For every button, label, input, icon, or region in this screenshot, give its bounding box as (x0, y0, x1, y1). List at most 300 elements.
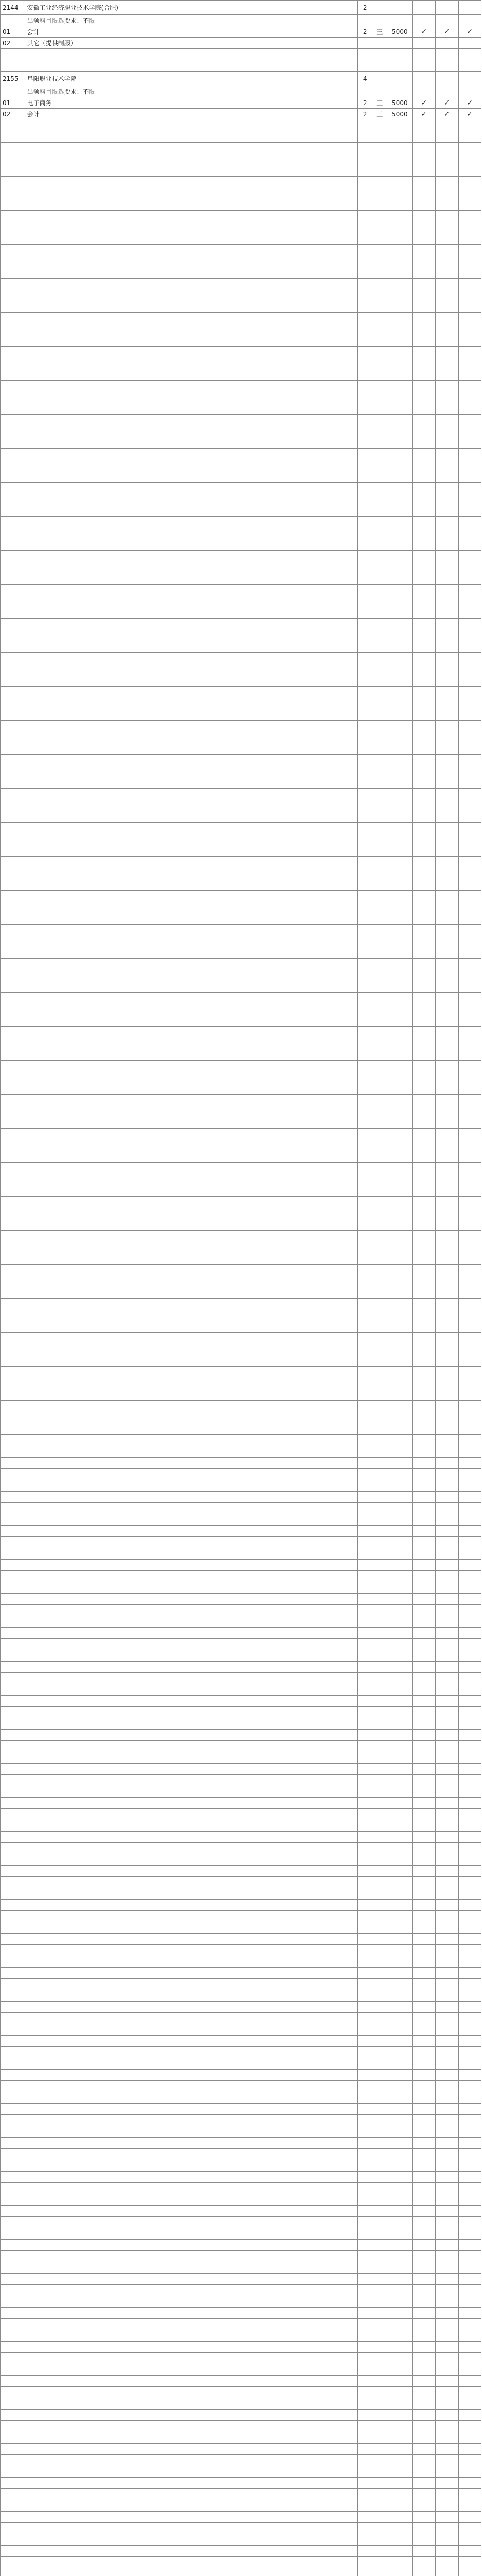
empty-cell (436, 199, 458, 211)
empty-cell (357, 2228, 372, 2240)
table-row (1, 687, 481, 698)
empty-cell (357, 1208, 372, 1219)
empty-cell (372, 1197, 387, 1208)
table-row (1, 1117, 481, 1129)
empty-cell (372, 2534, 387, 2546)
empty-cell (387, 2308, 412, 2319)
empty-cell (436, 1276, 458, 1287)
empty-cell (458, 2138, 481, 2149)
empty-cell (458, 1027, 481, 1038)
empty-cell (372, 2376, 387, 2387)
empty-cell (25, 1412, 357, 1423)
table-row (1, 2478, 481, 2489)
empty-cell (458, 369, 481, 381)
empty-cell (436, 857, 458, 868)
empty-cell (458, 1809, 481, 1820)
empty-cell (25, 607, 357, 619)
empty-cell (1, 2364, 25, 2376)
empty-cell (1, 709, 25, 721)
empty-cell (1, 2058, 25, 2070)
empty-cell (412, 1117, 435, 1129)
empty-cell (25, 2002, 357, 2013)
empty-cell (387, 1537, 412, 1548)
empty-cell (458, 2432, 481, 2444)
empty-cell (387, 290, 412, 301)
empty-cell (412, 1129, 435, 1140)
empty-cell (458, 358, 481, 369)
empty-cell (357, 1945, 372, 1956)
table-row (1, 619, 481, 630)
empty-cell (436, 1730, 458, 1741)
empty-cell (1, 483, 25, 494)
empty-cell (387, 279, 412, 290)
empty-cell (387, 2364, 412, 2376)
empty-cell (372, 1718, 387, 1730)
empty-cell (25, 1707, 357, 1718)
empty-cell (436, 1197, 458, 1208)
empty-cell (357, 947, 372, 959)
empty-cell (372, 1129, 387, 1140)
empty-cell (372, 789, 387, 800)
table-row (1, 2183, 481, 2194)
empty-cell (412, 154, 435, 165)
empty-cell (458, 2206, 481, 2217)
empty-cell (25, 1163, 357, 1174)
empty-cell (357, 415, 372, 426)
empty-cell (357, 1151, 372, 1163)
empty-cell (387, 1560, 412, 1571)
empty-cell (1, 2500, 25, 2512)
empty-cell (387, 959, 412, 970)
empty-cell (436, 1117, 458, 1129)
empty-cell (458, 2058, 481, 2070)
empty-cell (372, 709, 387, 721)
empty-cell (387, 936, 412, 947)
empty-cell (436, 539, 458, 551)
empty-cell (372, 2240, 387, 2251)
empty-cell (372, 2568, 387, 2576)
empty-cell (372, 1355, 387, 1367)
empty-cell (436, 1877, 458, 1888)
empty-cell (25, 1934, 357, 1945)
empty-cell (436, 1015, 458, 1027)
empty-cell (412, 177, 435, 188)
empty-cell (436, 1945, 458, 1956)
empty-cell (458, 2342, 481, 2353)
empty-cell (1, 1049, 25, 1061)
empty-cell (25, 1526, 357, 1537)
empty-cell (412, 2410, 435, 2421)
empty-cell (458, 415, 481, 426)
empty-cell (436, 1582, 458, 1594)
code-cell: 01 (1, 26, 25, 38)
table-row (1, 2240, 481, 2251)
empty-cell (25, 2206, 357, 2217)
empty-cell (436, 143, 458, 154)
empty-cell (387, 1027, 412, 1038)
empty-cell (25, 1083, 357, 1095)
empty-cell (387, 2274, 412, 2285)
empty-cell (1, 1231, 25, 1242)
table-row (1, 97, 481, 109)
empty-cell (412, 1582, 435, 1594)
name-cell: 安徽工业经济职业技术学院(合肥) (25, 1, 357, 15)
empty-cell (1, 1752, 25, 1764)
empty-cell (25, 1922, 357, 1934)
empty-cell (458, 2081, 481, 2092)
empty-cell (412, 2296, 435, 2308)
empty-cell (1, 437, 25, 449)
empty-cell (357, 891, 372, 902)
empty-cell (387, 2500, 412, 2512)
table-row (1, 2534, 481, 2546)
duration-cell (372, 1, 387, 15)
empty-cell (372, 1764, 387, 1775)
empty-cell (387, 2489, 412, 2500)
empty-cell (372, 981, 387, 993)
empty-cell (412, 1956, 435, 1968)
empty-cell (1, 403, 25, 415)
empty-cell (1, 1798, 25, 1809)
empty-cell (357, 1140, 372, 1151)
empty-cell (412, 1990, 435, 2002)
empty-cell (458, 1367, 481, 1378)
check-cell (412, 15, 435, 26)
empty-cell (1, 1072, 25, 1083)
table-row (1, 1378, 481, 1389)
empty-cell (25, 1469, 357, 1480)
empty-cell (372, 1911, 387, 1922)
empty-cell (436, 1469, 458, 1480)
empty-cell (387, 1900, 412, 1911)
empty-cell (25, 2251, 357, 2262)
check-cell (412, 109, 435, 120)
check-cell (436, 49, 458, 60)
empty-cell (357, 2194, 372, 2206)
empty-cell (1, 154, 25, 165)
table-row (1, 1798, 481, 1809)
empty-cell (25, 1140, 357, 1151)
table-row (1, 2160, 481, 2172)
empty-cell (372, 1741, 387, 1752)
empty-cell (436, 732, 458, 743)
empty-cell (25, 1730, 357, 1741)
empty-cell (458, 1752, 481, 1764)
empty-cell (1, 2308, 25, 2319)
empty-cell (436, 687, 458, 698)
empty-cell (1, 993, 25, 1004)
empty-cell (25, 392, 357, 403)
table-body (1, 1, 481, 2576)
empty-cell (412, 505, 435, 517)
empty-cell (1, 596, 25, 607)
table-row (1, 1888, 481, 1900)
empty-cell (357, 188, 372, 199)
empty-cell (357, 2047, 372, 2058)
empty-cell (372, 381, 387, 392)
empty-cell (412, 993, 435, 1004)
table-row (1, 437, 481, 449)
empty-cell (1, 1673, 25, 1684)
empty-cell (458, 755, 481, 766)
empty-cell (357, 2172, 372, 2183)
empty-cell (458, 2512, 481, 2523)
empty-cell (387, 1616, 412, 1628)
check-cell (412, 131, 435, 143)
empty-cell (436, 1662, 458, 1673)
empty-cell (1, 1571, 25, 1582)
fee-cell (387, 60, 412, 72)
empty-cell (25, 1333, 357, 1344)
table-row (1, 1299, 481, 1310)
empty-cell (412, 2523, 435, 2534)
empty-cell (436, 1401, 458, 1412)
empty-cell (412, 539, 435, 551)
empty-cell (357, 2364, 372, 2376)
empty-cell (25, 1560, 357, 1571)
empty-cell (436, 1594, 458, 1605)
empty-cell (412, 800, 435, 811)
empty-cell (458, 1321, 481, 1333)
table-row (1, 1956, 481, 1968)
table-row (1, 1, 481, 15)
empty-cell (357, 993, 372, 1004)
check-cell (436, 72, 458, 86)
empty-cell (458, 2285, 481, 2296)
empty-cell (387, 1423, 412, 1435)
empty-cell (25, 1355, 357, 1367)
empty-cell (436, 1061, 458, 1072)
empty-cell (412, 2455, 435, 2466)
empty-cell (372, 2296, 387, 2308)
table-row (1, 1185, 481, 1197)
empty-cell (387, 426, 412, 437)
empty-cell (25, 1990, 357, 2002)
empty-cell (387, 1503, 412, 1514)
empty-cell (412, 2353, 435, 2364)
empty-cell (357, 2285, 372, 2296)
empty-cell (412, 1730, 435, 1741)
empty-cell (372, 755, 387, 766)
empty-cell (436, 902, 458, 913)
empty-cell (387, 539, 412, 551)
empty-cell (357, 1458, 372, 1469)
duration-cell (372, 120, 387, 131)
empty-cell (412, 777, 435, 789)
table-row (1, 1095, 481, 1106)
empty-cell (458, 1560, 481, 1571)
empty-cell (458, 2002, 481, 2013)
empty-cell (25, 1571, 357, 1582)
empty-cell (25, 335, 357, 347)
empty-cell (412, 902, 435, 913)
empty-cell (357, 2500, 372, 2512)
empty-cell (25, 902, 357, 913)
empty-cell (458, 1492, 481, 1503)
empty-cell (436, 800, 458, 811)
table-row (1, 109, 481, 120)
empty-cell (372, 233, 387, 245)
empty-cell (387, 494, 412, 505)
empty-cell (436, 222, 458, 233)
empty-cell (25, 1832, 357, 1843)
empty-cell (412, 687, 435, 698)
empty-cell (1, 1492, 25, 1503)
empty-cell (372, 585, 387, 596)
empty-cell (25, 2240, 357, 2251)
empty-cell (357, 1514, 372, 1526)
empty-cell (436, 1423, 458, 1435)
empty-cell (387, 2024, 412, 2036)
empty-cell (436, 562, 458, 573)
empty-cell (372, 551, 387, 562)
empty-cell (25, 1389, 357, 1401)
empty-cell (372, 811, 387, 823)
empty-cell (25, 1015, 357, 1027)
empty-cell (25, 301, 357, 313)
empty-cell (25, 823, 357, 834)
empty-cell (458, 981, 481, 993)
empty-cell (436, 2115, 458, 2126)
empty-cell (436, 698, 458, 709)
empty-cell (372, 1027, 387, 1038)
empty-cell (412, 698, 435, 709)
empty-cell (357, 1684, 372, 1696)
check-cell (458, 86, 481, 97)
empty-cell (25, 369, 357, 381)
empty-cell (387, 1231, 412, 1242)
empty-cell (436, 1786, 458, 1798)
empty-cell (436, 2410, 458, 2421)
empty-cell (387, 1412, 412, 1423)
empty-cell (436, 1185, 458, 1197)
table-row (1, 154, 481, 165)
empty-cell (412, 1605, 435, 1616)
empty-cell (25, 1605, 357, 1616)
empty-cell (25, 426, 357, 437)
empty-cell (1, 2092, 25, 2104)
empty-cell (1, 1775, 25, 1786)
empty-cell (412, 1333, 435, 1344)
empty-cell (357, 2024, 372, 2036)
empty-cell (357, 1469, 372, 1480)
empty-cell (436, 936, 458, 947)
empty-cell (412, 1242, 435, 1253)
table-row (1, 925, 481, 936)
table-row (1, 2455, 481, 2466)
empty-cell (387, 245, 412, 256)
empty-cell (387, 800, 412, 811)
empty-cell (436, 358, 458, 369)
empty-cell (436, 2240, 458, 2251)
empty-cell (25, 1378, 357, 1389)
empty-cell (1, 1265, 25, 1276)
empty-cell (458, 675, 481, 687)
empty-cell (357, 2444, 372, 2455)
empty-cell (1, 2104, 25, 2115)
duration-cell (372, 60, 387, 72)
check-cell (412, 86, 435, 97)
empty-cell (1, 2070, 25, 2081)
empty-cell (458, 1684, 481, 1696)
empty-cell (25, 811, 357, 823)
empty-cell (372, 2172, 387, 2183)
empty-cell (372, 290, 387, 301)
table-row (1, 2398, 481, 2410)
check-cell (412, 97, 435, 109)
empty-cell (357, 256, 372, 267)
table-row (1, 1696, 481, 1707)
empty-cell (25, 993, 357, 1004)
empty-cell (1, 1163, 25, 1174)
empty-cell (25, 528, 357, 539)
table-row (1, 1038, 481, 1049)
empty-cell (357, 1129, 372, 1140)
empty-cell (372, 437, 387, 449)
empty-cell (458, 267, 481, 279)
empty-cell (1, 1922, 25, 1934)
empty-cell (25, 891, 357, 902)
empty-cell (357, 369, 372, 381)
empty-cell (412, 1469, 435, 1480)
empty-cell (25, 165, 357, 177)
empty-cell (436, 607, 458, 619)
empty-cell (1, 1900, 25, 1911)
empty-cell (25, 2364, 357, 2376)
empty-cell (1, 2421, 25, 2432)
empty-cell (372, 607, 387, 619)
empty-cell (412, 1673, 435, 1684)
empty-cell (458, 2308, 481, 2319)
empty-cell (372, 2274, 387, 2285)
plan-cell: 2 (357, 97, 372, 109)
empty-cell (436, 381, 458, 392)
table-row (1, 641, 481, 653)
check-cell (458, 49, 481, 60)
empty-cell (372, 2228, 387, 2240)
empty-cell (412, 1458, 435, 1469)
empty-cell (1, 1503, 25, 1514)
empty-cell (357, 868, 372, 879)
empty-cell (1, 505, 25, 517)
empty-cell (372, 1242, 387, 1253)
empty-cell (25, 2160, 357, 2172)
empty-cell (372, 2421, 387, 2432)
empty-cell (387, 2523, 412, 2534)
empty-cell (357, 1843, 372, 1854)
empty-cell (357, 2387, 372, 2398)
empty-cell (357, 585, 372, 596)
empty-cell (436, 2296, 458, 2308)
empty-cell (458, 2421, 481, 2432)
table-row (1, 993, 481, 1004)
empty-cell (458, 2115, 481, 2126)
empty-cell (458, 959, 481, 970)
empty-cell (412, 2115, 435, 2126)
empty-cell (25, 1616, 357, 1628)
empty-cell (387, 143, 412, 154)
empty-cell (458, 2410, 481, 2421)
plan-cell (357, 49, 372, 60)
table-row (1, 1492, 481, 1503)
empty-cell (357, 1480, 372, 1492)
fee-cell (387, 86, 412, 97)
empty-cell (412, 369, 435, 381)
empty-cell (1, 1945, 25, 1956)
empty-cell (458, 2228, 481, 2240)
empty-cell (1, 1458, 25, 1469)
empty-cell (458, 517, 481, 528)
